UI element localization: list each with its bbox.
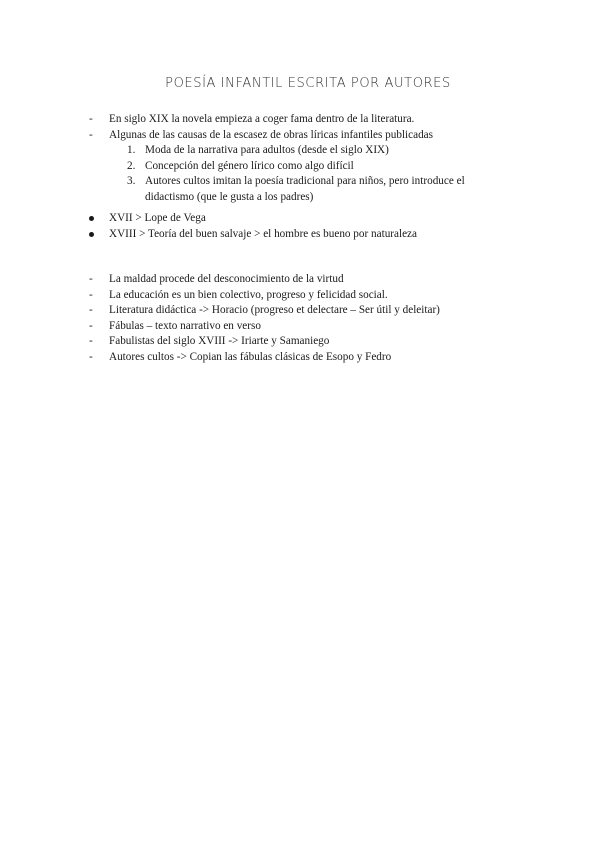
list-item-text: La maldad procede del desconocimiento de la virtud — [109, 273, 344, 285]
numbered-item — [0, 174, 600, 190]
numbered-item-text: Autores cultos imitan la poesía tradicional para niños, pero introduce el — [145, 175, 465, 187]
item-number: 3. — [127, 175, 136, 187]
dash-marker: - — [89, 273, 93, 285]
item-number: 2. — [127, 159, 136, 172]
bullet-icon — [89, 216, 94, 221]
list-item — [0, 288, 600, 304]
list-item-text: Fabulistas del siglo XVIII -> Iriarte y Samaniego — [109, 335, 330, 347]
dash-marker: - — [89, 304, 93, 316]
numbered-item — [0, 159, 600, 175]
numbered-item-text: Moda de la narrativa para adultos (desde el siglo XIX) — [145, 144, 389, 156]
list-item — [0, 334, 600, 350]
section-centuries — [0, 211, 600, 242]
list-item-text: Autores cultos -> Copian las fábulas clásicas de Esopo y Fedro — [109, 350, 392, 363]
section-didactic — [0, 272, 600, 365]
bullet-item — [0, 227, 600, 243]
numbered-item-text: Concepción del género lírico como algo difícil — [145, 159, 354, 172]
item-number: 1. — [127, 144, 136, 156]
list-item-text: La educación es un bien colectivo, progreso y felicidad social. — [109, 288, 388, 301]
numbered-item — [0, 143, 600, 159]
dash-marker: - — [89, 335, 93, 347]
list-item — [0, 350, 600, 366]
list-item — [0, 128, 600, 144]
list-item — [0, 112, 600, 128]
dash-marker: - — [89, 319, 93, 332]
bullet-item-text: XVII > Lope de Vega — [109, 212, 206, 224]
list-item-text: En siglo XIX la novela empieza a coger fama dentro de la literatura. — [109, 113, 415, 125]
page-title-text: POESÍA INFANTIL ESCRITA POR AUTORES — [165, 76, 451, 91]
bullet-item-text: XVIII > Teoría del buen salvaje > el hombre es bueno por naturaleza — [109, 227, 417, 240]
section-intro — [0, 112, 600, 205]
dash-marker: - — [89, 128, 93, 141]
list-item-text: Algunas de las causas de la escasez de obras líricas infantiles publicadas — [109, 128, 434, 141]
list-item — [0, 319, 600, 335]
list-item-text: Literatura didáctica -> Horacio (progreso et delectare – Ser útil y deleitar) — [109, 304, 440, 316]
list-item — [0, 272, 600, 288]
dash-marker: - — [89, 288, 93, 301]
numbered-item-continuation — [0, 190, 600, 206]
bullet-icon — [89, 232, 94, 237]
list-item — [0, 303, 600, 319]
dash-marker: - — [89, 113, 93, 125]
numbered-item-text: didactismo (que le gusta a los padres) — [145, 190, 314, 203]
bullet-item — [0, 211, 600, 227]
list-item-text: Fábulas – texto narrativo en verso — [109, 319, 261, 332]
page-title — [0, 76, 600, 91]
dash-marker: - — [89, 350, 93, 363]
